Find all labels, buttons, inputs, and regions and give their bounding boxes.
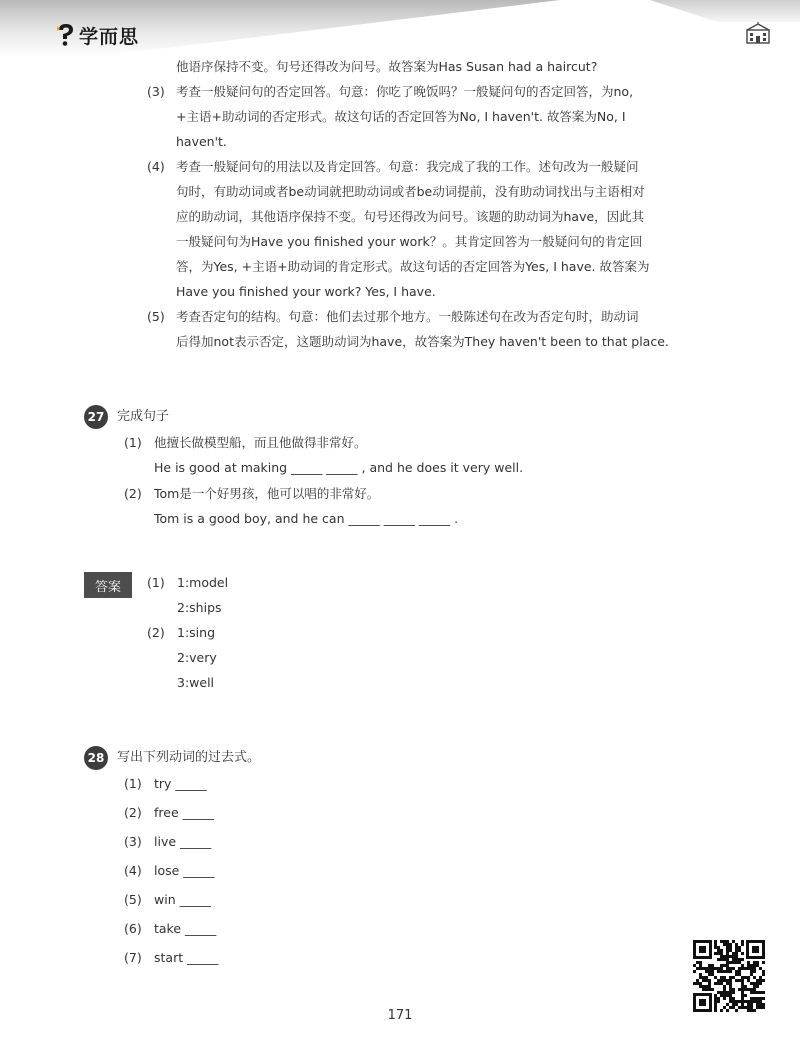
item-number: (2) — [124, 486, 142, 501]
question-title: 完成句子 — [117, 409, 170, 424]
explanation-line: 应的助动词，其他语序保持不变。句号还得改为问号。该题的助动词为have，因此其 — [176, 209, 645, 224]
explanation-line: 考查一般疑问句的否定回答。句意：你吃了晚饭吗？一般疑问句的否定回答，为no, — [176, 84, 634, 99]
answer-number: (1) — [147, 575, 165, 590]
page-number: 171 — [387, 1008, 413, 1023]
explanation-line: haven't. — [176, 134, 227, 149]
answer-line: 1:sing — [177, 625, 216, 640]
explanation-line: +主语+助动词的否定形式。故这句话的否定回答为No, I haven't. 故答案为No, I — [176, 109, 626, 124]
explanation-line: 答，为Yes, +主语+助动词的肯定形式。故这句话的否定回答为Yes, I have. 故答案为 — [176, 259, 650, 274]
verb-item: free _____ — [154, 805, 214, 820]
explanation-line: 他语序保持不变。句号还得改为问号。故答案为Has Susan had a haircut? — [176, 59, 598, 74]
explanation-line: 考查一般疑问句的用法以及肯定回答。句意：我完成了我的工作。述句改为一般疑问 — [176, 159, 639, 174]
explanation-line: Have you finished your work? Yes, I have. — [176, 284, 436, 299]
verb-item: take _____ — [154, 921, 217, 936]
question-chinese: 他擅长做模型船，而且他做得非常好。 — [154, 435, 367, 450]
question-english: Tom is a good boy, and he can _____ _____ _____ . — [154, 511, 459, 526]
item-number: (5) — [124, 892, 142, 907]
item-number: (4) — [124, 863, 142, 878]
answer-number: (2) — [147, 625, 165, 640]
verb-item: lose _____ — [154, 863, 215, 878]
explanation-line: 后得加not表示否定，这题助动词为have，故答案为They haven't been to that place. — [176, 334, 669, 349]
verb-item: live _____ — [154, 834, 212, 849]
question-english: He is good at making _____ _____ , and he does it very well. — [154, 460, 524, 475]
explanation-line: 考查否定句的结构。句意：他们去过那个地方。一般陈述句在改为否定句时，助动词 — [176, 309, 639, 324]
question-number-badge: 28 — [84, 746, 108, 770]
question-number-badge: 27 — [84, 405, 108, 429]
verb-item: try _____ — [154, 776, 207, 791]
explanation-line: 一般疑问句为Have you finished your work？。其肯定回答为一般疑问句的肯定回 — [176, 234, 643, 249]
item-number: (3) — [124, 834, 142, 849]
question-mark-logo-icon — [56, 23, 76, 47]
answer-line: 1:model — [177, 575, 229, 590]
brand-logo — [56, 22, 139, 48]
item-number: (6) — [124, 921, 142, 936]
explanation-line: 句时，有助动词或者be动词就把助动词或者be动词提前，没有助动词找出与主语相对 — [176, 184, 645, 199]
item-number: (2) — [124, 805, 142, 820]
answer-line: 2:ships — [177, 600, 222, 615]
item-number: (5) — [147, 309, 165, 324]
answer-line: 2:very — [177, 650, 217, 665]
qr-code-icon — [693, 940, 765, 1012]
item-number: (4) — [147, 159, 165, 174]
verb-item: start _____ — [154, 950, 219, 965]
item-number: (1) — [124, 776, 142, 791]
answer-line: 3:well — [177, 675, 215, 690]
item-number: (1) — [124, 435, 142, 450]
answer-badge: 答案 — [84, 572, 132, 598]
item-number: (3) — [147, 84, 165, 99]
question-chinese: Tom是一个好男孩，他可以唱的非常好。 — [154, 486, 380, 501]
header-band-right — [650, 0, 800, 22]
question-title: 写出下列动词的过去式。 — [117, 750, 261, 765]
item-number: (7) — [124, 950, 142, 965]
verb-item: win _____ — [154, 892, 211, 907]
brand-name: 学而思 — [79, 25, 140, 48]
school-building-icon — [746, 22, 770, 44]
